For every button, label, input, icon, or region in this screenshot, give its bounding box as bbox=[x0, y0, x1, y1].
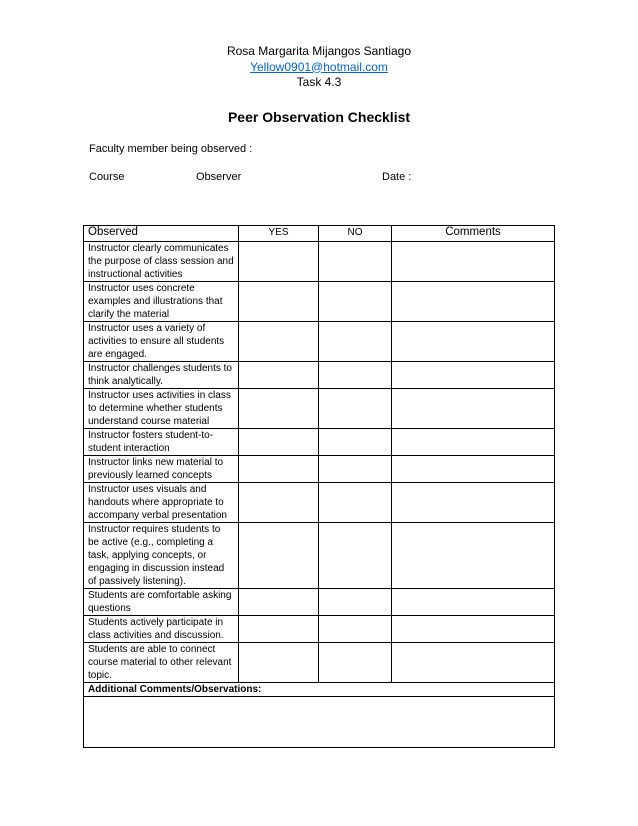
observation-table bbox=[83, 225, 555, 748]
no-cell[interactable] bbox=[319, 242, 392, 282]
table-row bbox=[84, 389, 555, 429]
yes-cell[interactable] bbox=[239, 389, 319, 429]
no-cell[interactable] bbox=[319, 389, 392, 429]
yes-cell[interactable] bbox=[239, 483, 319, 523]
comments-cell[interactable] bbox=[392, 242, 555, 282]
comments-cell[interactable] bbox=[392, 362, 555, 389]
comments-cell[interactable] bbox=[392, 456, 555, 483]
comments-cell[interactable] bbox=[392, 523, 555, 589]
row-criterion: Students are comfortable asking questions bbox=[84, 589, 239, 616]
yes-cell[interactable] bbox=[239, 322, 319, 362]
no-cell[interactable] bbox=[319, 429, 392, 456]
comments-cell[interactable] bbox=[392, 483, 555, 523]
no-cell[interactable] bbox=[319, 456, 392, 483]
faculty-field-label: Faculty member being observed : bbox=[89, 143, 253, 155]
table-header-row bbox=[84, 226, 555, 242]
yes-cell[interactable] bbox=[239, 616, 319, 643]
additional-comments-row bbox=[84, 683, 555, 697]
row-criterion: Instructor fosters student-to-student interaction bbox=[84, 429, 239, 456]
additional-comments-area[interactable] bbox=[84, 697, 555, 748]
table-row bbox=[84, 362, 555, 389]
no-cell[interactable] bbox=[319, 616, 392, 643]
date-field-label: Date : bbox=[382, 171, 412, 183]
no-cell[interactable] bbox=[319, 523, 392, 589]
no-cell[interactable] bbox=[319, 643, 392, 683]
additional-comments-label: Additional Comments/Observations: bbox=[84, 683, 555, 697]
table-row bbox=[84, 322, 555, 362]
row-criterion: Instructor challenges students to think analytically. bbox=[84, 362, 239, 389]
comments-cell[interactable] bbox=[392, 643, 555, 683]
row-criterion: Instructor uses visuals and handouts where appropriate to accompany verbal presentation bbox=[84, 483, 239, 523]
comments-cell[interactable] bbox=[392, 589, 555, 616]
row-criterion: Instructor clearly communicates the purpose of class session and instructional activities bbox=[84, 242, 239, 282]
no-cell[interactable] bbox=[319, 589, 392, 616]
yes-cell[interactable] bbox=[239, 523, 319, 589]
yes-cell[interactable] bbox=[239, 589, 319, 616]
yes-cell[interactable] bbox=[239, 282, 319, 322]
comments-cell[interactable] bbox=[392, 429, 555, 456]
table-row bbox=[84, 242, 555, 282]
yes-cell[interactable] bbox=[239, 429, 319, 456]
table-row bbox=[84, 483, 555, 523]
header-comments: Comments bbox=[392, 226, 555, 242]
task-label: Task 4.3 bbox=[296, 75, 342, 89]
course-field-label: Course bbox=[89, 171, 125, 183]
comments-cell[interactable] bbox=[392, 282, 555, 322]
yes-cell[interactable] bbox=[239, 456, 319, 483]
row-criterion: Instructor uses concrete examples and illustrations that clarify the material bbox=[84, 282, 239, 322]
row-criterion: Instructor uses a variety of activities to ensure all students are engaged. bbox=[84, 322, 239, 362]
yes-cell[interactable] bbox=[239, 362, 319, 389]
comments-cell[interactable] bbox=[392, 616, 555, 643]
table-row bbox=[84, 282, 555, 322]
table-row bbox=[84, 456, 555, 483]
table-row bbox=[84, 429, 555, 456]
header-observed: Observed bbox=[84, 226, 239, 242]
comments-cell[interactable] bbox=[392, 322, 555, 362]
no-cell[interactable] bbox=[319, 362, 392, 389]
row-criterion: Students are able to connect course material to other relevant topic. bbox=[84, 643, 239, 683]
observer-field-label: Observer bbox=[196, 171, 242, 183]
table-row bbox=[84, 589, 555, 616]
no-cell[interactable] bbox=[319, 322, 392, 362]
yes-cell[interactable] bbox=[239, 242, 319, 282]
additional-comments-area-row bbox=[84, 697, 555, 748]
row-criterion: Instructor uses activities in class to determine whether students understand course material bbox=[84, 389, 239, 429]
row-criterion: Instructor links new material to previously learned concepts bbox=[84, 456, 239, 483]
table-row bbox=[84, 643, 555, 683]
header bbox=[0, 44, 638, 91]
no-cell[interactable] bbox=[319, 282, 392, 322]
table-row bbox=[84, 523, 555, 589]
header-no: NO bbox=[319, 226, 392, 242]
author-email-link[interactable]: Yellow0901@hotmail.com bbox=[250, 59, 388, 74]
no-cell[interactable] bbox=[319, 483, 392, 523]
row-criterion: Instructor requires students to be active (e.g., completing a task, applying concepts, or engaging in discussion instead of passively listening). bbox=[84, 523, 239, 589]
yes-cell[interactable] bbox=[239, 643, 319, 683]
row-criterion: Students actively participate in class activities and discussion. bbox=[84, 616, 239, 643]
table-row bbox=[84, 616, 555, 643]
header-yes: YES bbox=[239, 226, 319, 242]
comments-cell[interactable] bbox=[392, 389, 555, 429]
author-name: Rosa Margarita Mijangos Santiago bbox=[226, 44, 412, 58]
page-title: Peer Observation Checklist bbox=[227, 109, 411, 125]
